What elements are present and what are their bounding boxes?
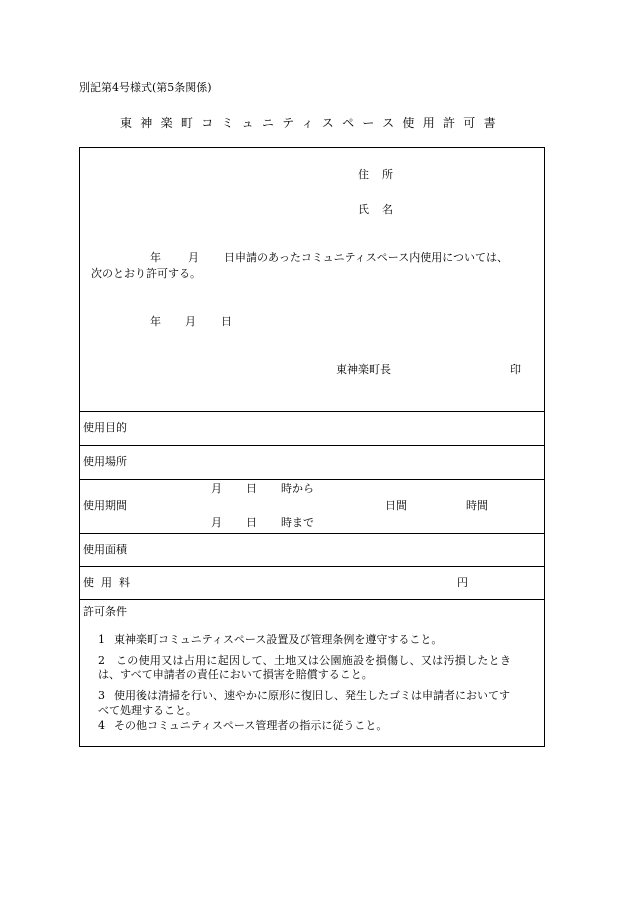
period-label: 使用期間 xyxy=(83,499,127,512)
issue-month: 月 xyxy=(185,315,196,328)
location-label: 使用場所 xyxy=(83,455,127,468)
row-divider xyxy=(79,479,545,480)
form-reference: 別記第4号様式(第5条関係) xyxy=(79,81,212,94)
request-year: 年 xyxy=(150,251,161,264)
fee-label: 使用料 xyxy=(83,576,137,589)
condition-text: 東神楽町コミュニティスペース設置及び管理条例を遵守すること。 xyxy=(114,633,443,646)
condition-text-continued: べて処理すること。 xyxy=(98,704,197,717)
row-divider xyxy=(79,533,545,534)
request-month: 月 xyxy=(188,251,199,264)
period-to-month: 月 xyxy=(211,516,222,529)
period-from-time: 時から xyxy=(281,482,314,495)
conditions-heading: 許可条件 xyxy=(83,605,127,618)
condition-number: 4 xyxy=(98,719,105,732)
permit-statement: 次のとおり許可する。 xyxy=(91,267,201,280)
fee-unit: 円 xyxy=(457,576,468,589)
row-divider xyxy=(79,599,545,600)
purpose-label: 使用目的 xyxy=(83,421,127,434)
issuer-title: 東神楽町長 xyxy=(336,363,391,376)
address-label: 住所 xyxy=(358,168,406,181)
condition-number: 3 xyxy=(98,689,105,702)
issue-day: 日 xyxy=(221,315,232,328)
condition-text: その他コミュニティスペース管理者の指示に従うこと。 xyxy=(114,719,388,732)
period-from-day: 日 xyxy=(246,482,257,495)
document-title: 東神楽町コミュニティスペース使用許可書 xyxy=(120,116,504,130)
condition-text: 使用後は清掃を行い、速やかに原形に復旧し、発生したゴミは申請者においてす xyxy=(114,689,510,702)
seal-mark: 印 xyxy=(510,363,521,376)
issue-year: 年 xyxy=(150,315,161,328)
request-text: 日申請のあったコミュニティスペース内使用については、 xyxy=(224,251,509,264)
period-days-unit: 日間 xyxy=(385,499,407,512)
period-to-day: 日 xyxy=(246,516,257,529)
condition-text-continued: は、すべて申請者の責任において損害を賠償すること。 xyxy=(98,668,373,681)
condition-number: 2 xyxy=(98,654,105,667)
row-divider xyxy=(79,566,545,567)
condition-text: この使用又は占用に起因して、土地又は公園施設を損傷し、又は汚損したとき xyxy=(116,654,512,667)
period-to-time: 時まで xyxy=(281,516,314,529)
condition-number: 1 xyxy=(98,633,105,646)
name-label: 氏名 xyxy=(358,203,406,216)
row-divider xyxy=(79,445,545,446)
period-from-month: 月 xyxy=(211,482,222,495)
area-label: 使用面積 xyxy=(83,543,127,556)
period-hours-unit: 時間 xyxy=(466,499,488,512)
row-divider xyxy=(79,411,545,412)
